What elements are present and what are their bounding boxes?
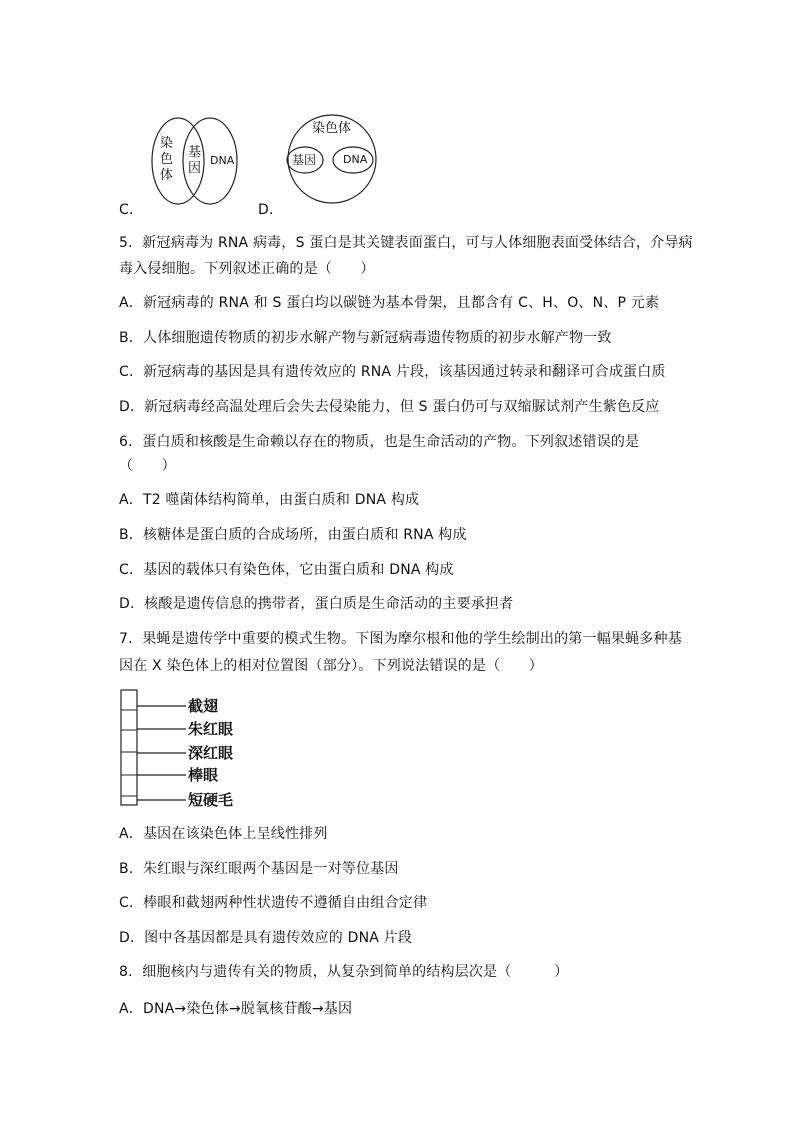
q5-option-b: B．人体细胞遗传物质的初步水解产物与新冠病毒遗传物质的初步水解产物一致 <box>119 330 612 346</box>
q7-option-c: C．棒眼和截翅两种性状遗传不遵循自由组合定律 <box>119 895 428 911</box>
q7-option-a: A．基因在该染色体上呈线性排列 <box>119 826 328 842</box>
diagram-d-outer-label: 染色体 <box>312 121 352 136</box>
q8-stem: 8．细胞核内与遗传有关的物质，从复杂到简单的结构层次是（ ） <box>119 964 569 980</box>
diagram-d-right-label: DNA <box>343 153 368 166</box>
gene-label-truncated-wing: 截翅 <box>188 697 219 715</box>
gene-label-bar-eye: 棒眼 <box>188 766 219 784</box>
diagram-c-inner-label: 基因 <box>188 145 202 176</box>
q5-option-d: D．新冠病毒经高温处理后会失去侵染能力，但 S 蛋白仍可与双缩脲试剂产生紫色反应 <box>119 399 660 415</box>
q7-option-b: B．朱红眼与深红眼两个基因是一对等位基因 <box>119 861 399 877</box>
q5-stem-line2: 毒入侵细胞。下列叙述正确的是（ ） <box>119 261 375 277</box>
q6-option-d: D．核酸是遗传信息的携带者，蛋白质是生命活动的主要承担者 <box>119 596 514 612</box>
diagram-c-right-label: DNA <box>210 154 235 167</box>
q7-stem-line1: 7．果蝇是遗传学中重要的模式生物。下图为摩尔根和他的学生绘制出的第一幅果蝇多种基 <box>119 631 682 647</box>
gene-label-vermilion-eye: 朱红眼 <box>188 720 234 738</box>
q6-stem-line1: 6．蛋白质和核酸是生命赖以存在的物质，也是生命活动的产物。下列叙述错误的是 <box>119 434 640 450</box>
diagram-d-left-label: 基因 <box>292 153 317 167</box>
q6-stem-line2: （ ） <box>119 458 176 474</box>
gene-label-short-bristle: 短硬毛 <box>188 791 234 809</box>
q6-option-b: B．核糖体是蛋白质的合成场所，由蛋白质和 RNA 构成 <box>119 527 467 543</box>
diagram-c-outer-label: 染色体 <box>160 136 174 183</box>
chromosome-bar <box>121 690 137 805</box>
q6-option-a: A．T2 噬菌体结构简单，由蛋白质和 DNA 构成 <box>119 492 420 508</box>
q7-stem-line2: 因在 X 染色体上的相对位置图（部分）。下列说法错误的是（ ） <box>119 658 543 674</box>
q8-option-a: A．DNA→染色体→脱氧核苷酸→基因 <box>119 1001 353 1017</box>
q5-option-c: C．新冠病毒的基因是具有遗传效应的 RNA 片段，该基因通过转录和翻译可合成蛋白质 <box>119 364 666 380</box>
gene-label-carmine-eye: 深红眼 <box>188 744 234 762</box>
x-chromosome-diagram <box>120 689 190 813</box>
q5-option-a: A．新冠病毒的 RNA 和 S 蛋白均以碳链为基本骨架，且都含有 C、H、O、N、P 元素 <box>119 295 660 311</box>
option-c-label: C． <box>119 202 144 218</box>
q6-option-c: C．基因的载体只有染色体，它由蛋白质和 DNA 构成 <box>119 562 454 578</box>
q5-stem-line1: 5．新冠病毒为 RNA 病毒，S 蛋白是其关键表面蛋白，可与人体细胞表面受体结合，介导病 <box>119 235 693 251</box>
option-d-label: D． <box>258 202 284 218</box>
q7-option-d: D．图中各基因都是具有遗传效应的 DNA 片段 <box>119 930 413 946</box>
